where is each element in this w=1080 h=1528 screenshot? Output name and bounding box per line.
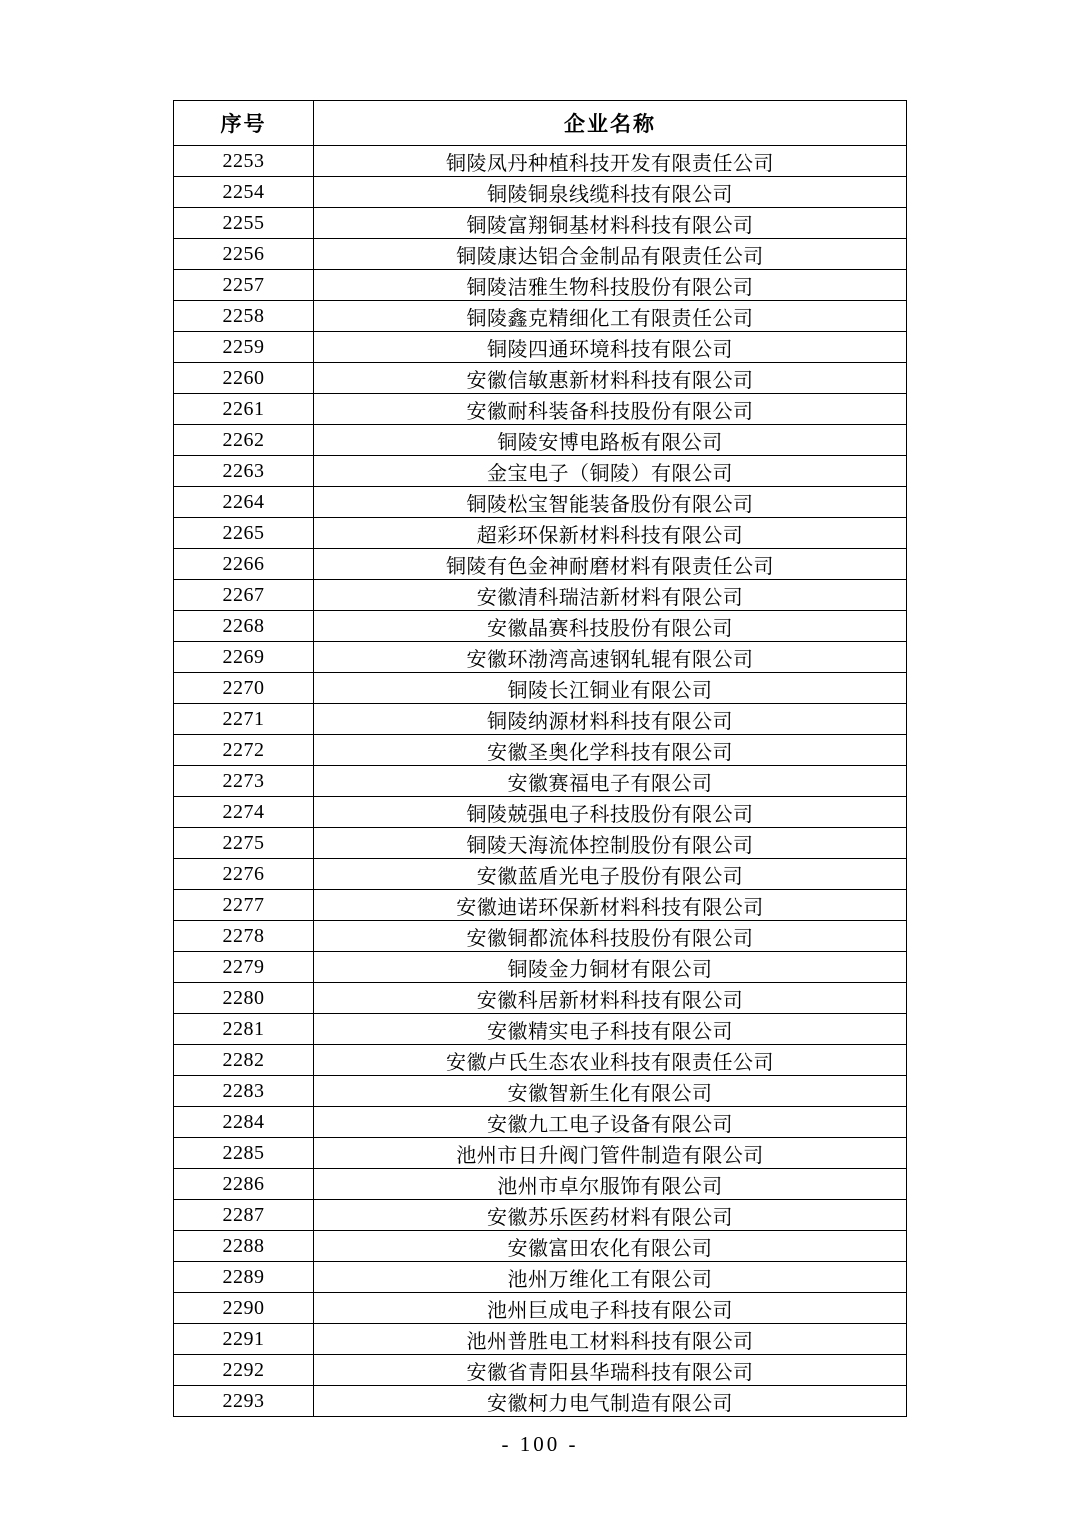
table-row bbox=[174, 363, 907, 394]
cell-index: 2253 bbox=[174, 146, 314, 177]
table-row bbox=[174, 735, 907, 766]
cell-index: 2264 bbox=[174, 487, 314, 518]
cell-index: 2265 bbox=[174, 518, 314, 549]
cell-enterprise-name: 铜陵天海流体控制股份有限公司 bbox=[314, 828, 907, 859]
cell-index: 2275 bbox=[174, 828, 314, 859]
cell-enterprise-name: 池州市卓尔服饰有限公司 bbox=[314, 1169, 907, 1200]
cell-enterprise-name: 铜陵松宝智能装备股份有限公司 bbox=[314, 487, 907, 518]
cell-enterprise-name: 铜陵洁雅生物科技股份有限公司 bbox=[314, 270, 907, 301]
cell-index: 2279 bbox=[174, 952, 314, 983]
cell-enterprise-name: 安徽富田农化有限公司 bbox=[314, 1231, 907, 1262]
table-row bbox=[174, 549, 907, 580]
table-row bbox=[174, 673, 907, 704]
cell-enterprise-name: 铜陵凤丹种植科技开发有限责任公司 bbox=[314, 146, 907, 177]
cell-enterprise-name: 安徽环渤湾高速钢轧辊有限公司 bbox=[314, 642, 907, 673]
cell-index: 2263 bbox=[174, 456, 314, 487]
cell-index: 2258 bbox=[174, 301, 314, 332]
cell-enterprise-name: 安徽苏乐医药材料有限公司 bbox=[314, 1200, 907, 1231]
cell-enterprise-name: 金宝电子（铜陵）有限公司 bbox=[314, 456, 907, 487]
table-row bbox=[174, 1386, 907, 1417]
cell-index: 2284 bbox=[174, 1107, 314, 1138]
cell-index: 2269 bbox=[174, 642, 314, 673]
cell-enterprise-name: 安徽精实电子科技有限公司 bbox=[314, 1014, 907, 1045]
table-row bbox=[174, 1169, 907, 1200]
table-row bbox=[174, 611, 907, 642]
cell-index: 2277 bbox=[174, 890, 314, 921]
table-row bbox=[174, 1107, 907, 1138]
cell-index: 2289 bbox=[174, 1262, 314, 1293]
cell-enterprise-name: 铜陵鑫克精细化工有限责任公司 bbox=[314, 301, 907, 332]
enterprise-list-table-container bbox=[173, 100, 906, 1417]
cell-index: 2274 bbox=[174, 797, 314, 828]
cell-enterprise-name: 池州万维化工有限公司 bbox=[314, 1262, 907, 1293]
cell-enterprise-name: 铜陵纳源材料科技有限公司 bbox=[314, 704, 907, 735]
table-row bbox=[174, 1076, 907, 1107]
cell-index: 2261 bbox=[174, 394, 314, 425]
cell-index: 2280 bbox=[174, 983, 314, 1014]
cell-index: 2283 bbox=[174, 1076, 314, 1107]
table-row bbox=[174, 487, 907, 518]
cell-enterprise-name: 铜陵铜泉线缆科技有限公司 bbox=[314, 177, 907, 208]
table-row bbox=[174, 766, 907, 797]
cell-index: 2290 bbox=[174, 1293, 314, 1324]
cell-index: 2255 bbox=[174, 208, 314, 239]
cell-enterprise-name: 铜陵金力铜材有限公司 bbox=[314, 952, 907, 983]
cell-enterprise-name: 铜陵有色金神耐磨材料有限责任公司 bbox=[314, 549, 907, 580]
table-row bbox=[174, 1355, 907, 1386]
cell-index: 2267 bbox=[174, 580, 314, 611]
cell-enterprise-name: 安徽卢氏生态农业科技有限责任公司 bbox=[314, 1045, 907, 1076]
cell-index: 2287 bbox=[174, 1200, 314, 1231]
table-header bbox=[174, 101, 907, 146]
table-row bbox=[174, 828, 907, 859]
cell-enterprise-name: 安徽清科瑞洁新材料有限公司 bbox=[314, 580, 907, 611]
table-row bbox=[174, 983, 907, 1014]
cell-enterprise-name: 铜陵长江铜业有限公司 bbox=[314, 673, 907, 704]
table-row bbox=[174, 456, 907, 487]
cell-index: 2266 bbox=[174, 549, 314, 580]
cell-enterprise-name: 安徽迪诺环保新材料科技有限公司 bbox=[314, 890, 907, 921]
cell-enterprise-name: 安徽信敏惠新材料科技有限公司 bbox=[314, 363, 907, 394]
cell-enterprise-name: 池州普胜电工材料科技有限公司 bbox=[314, 1324, 907, 1355]
table-row bbox=[174, 239, 907, 270]
table-row bbox=[174, 177, 907, 208]
cell-enterprise-name: 铜陵康达铝合金制品有限责任公司 bbox=[314, 239, 907, 270]
cell-enterprise-name: 超彩环保新材料科技有限公司 bbox=[314, 518, 907, 549]
cell-index: 2282 bbox=[174, 1045, 314, 1076]
cell-index: 2256 bbox=[174, 239, 314, 270]
cell-index: 2292 bbox=[174, 1355, 314, 1386]
cell-index: 2262 bbox=[174, 425, 314, 456]
page-number-footer: - 100 - bbox=[501, 1432, 579, 1456]
cell-enterprise-name: 铜陵安博电路板有限公司 bbox=[314, 425, 907, 456]
table-row bbox=[174, 394, 907, 425]
cell-index: 2273 bbox=[174, 766, 314, 797]
cell-enterprise-name: 池州市日升阀门管件制造有限公司 bbox=[314, 1138, 907, 1169]
cell-enterprise-name: 安徽九工电子设备有限公司 bbox=[314, 1107, 907, 1138]
table-row bbox=[174, 921, 907, 952]
cell-enterprise-name: 安徽圣奥化学科技有限公司 bbox=[314, 735, 907, 766]
cell-enterprise-name: 铜陵四通环境科技有限公司 bbox=[314, 332, 907, 363]
cell-index: 2260 bbox=[174, 363, 314, 394]
enterprise-list-table bbox=[173, 100, 907, 1417]
cell-enterprise-name: 安徽省青阳县华瑞科技有限公司 bbox=[314, 1355, 907, 1386]
table-row bbox=[174, 1200, 907, 1231]
cell-enterprise-name: 安徽科居新材料科技有限公司 bbox=[314, 983, 907, 1014]
table-row bbox=[174, 1293, 907, 1324]
cell-enterprise-name: 安徽晶赛科技股份有限公司 bbox=[314, 611, 907, 642]
cell-index: 2268 bbox=[174, 611, 314, 642]
table-row bbox=[174, 518, 907, 549]
cell-enterprise-name: 安徽铜都流体科技股份有限公司 bbox=[314, 921, 907, 952]
cell-index: 2270 bbox=[174, 673, 314, 704]
table-row bbox=[174, 797, 907, 828]
table-row bbox=[174, 1014, 907, 1045]
cell-index: 2271 bbox=[174, 704, 314, 735]
cell-index: 2293 bbox=[174, 1386, 314, 1417]
cell-index: 2276 bbox=[174, 859, 314, 890]
table-row bbox=[174, 1045, 907, 1076]
table-row bbox=[174, 1138, 907, 1169]
table-row bbox=[174, 642, 907, 673]
table-row bbox=[174, 859, 907, 890]
cell-index: 2257 bbox=[174, 270, 314, 301]
table-row bbox=[174, 270, 907, 301]
cell-enterprise-name: 安徽蓝盾光电子股份有限公司 bbox=[314, 859, 907, 890]
table-row bbox=[174, 1324, 907, 1355]
table-row bbox=[174, 952, 907, 983]
table-row bbox=[174, 890, 907, 921]
cell-index: 2278 bbox=[174, 921, 314, 952]
table-body bbox=[174, 146, 907, 1417]
table-row bbox=[174, 425, 907, 456]
cell-enterprise-name: 池州巨成电子科技有限公司 bbox=[314, 1293, 907, 1324]
cell-index: 2288 bbox=[174, 1231, 314, 1262]
table-row bbox=[174, 1231, 907, 1262]
cell-enterprise-name: 安徽智新生化有限公司 bbox=[314, 1076, 907, 1107]
cell-index: 2254 bbox=[174, 177, 314, 208]
table-row bbox=[174, 146, 907, 177]
cell-index: 2285 bbox=[174, 1138, 314, 1169]
table-row bbox=[174, 301, 907, 332]
cell-enterprise-name: 铜陵富翔铜基材料科技有限公司 bbox=[314, 208, 907, 239]
table-row bbox=[174, 580, 907, 611]
table-row bbox=[174, 1262, 907, 1293]
cell-index: 2281 bbox=[174, 1014, 314, 1045]
cell-index: 2272 bbox=[174, 735, 314, 766]
cell-enterprise-name: 铜陵兢强电子科技股份有限公司 bbox=[314, 797, 907, 828]
table-row bbox=[174, 704, 907, 735]
column-header-enterprise-name: 企业名称 bbox=[314, 101, 907, 146]
cell-index: 2286 bbox=[174, 1169, 314, 1200]
cell-index: 2259 bbox=[174, 332, 314, 363]
cell-enterprise-name: 安徽柯力电气制造有限公司 bbox=[314, 1386, 907, 1417]
table-row bbox=[174, 208, 907, 239]
cell-enterprise-name: 安徽耐科装备科技股份有限公司 bbox=[314, 394, 907, 425]
cell-enterprise-name: 安徽赛福电子有限公司 bbox=[314, 766, 907, 797]
column-header-index: 序号 bbox=[174, 101, 314, 146]
table-header-row bbox=[174, 101, 907, 146]
cell-index: 2291 bbox=[174, 1324, 314, 1355]
table-row bbox=[174, 332, 907, 363]
